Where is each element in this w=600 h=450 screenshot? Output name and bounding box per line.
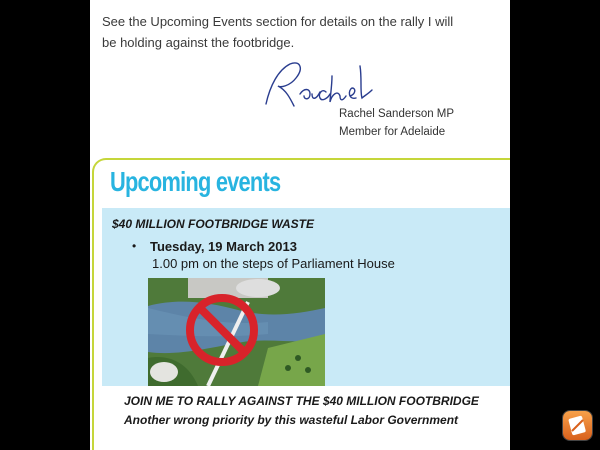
event-bullet: • (132, 239, 137, 253)
app-launcher-icon[interactable] (563, 411, 592, 440)
intro-paragraph (102, 11, 502, 53)
signatory-name: Rachel Sanderson MP (339, 108, 455, 120)
handwritten-signature (260, 56, 380, 114)
event-title: $40 MILLION FOOTBRIDGE WASTE (112, 217, 315, 231)
newsletter-page (90, 0, 510, 450)
events-heading: Upcoming events (110, 166, 281, 197)
event-location: 1.00 pm on the steps of Parliament House (152, 256, 395, 271)
call-to-action-line-1: JOIN ME TO RALLY AGAINST THE $40 MILLION FOOTBRIDGE (124, 394, 479, 408)
signatory-role: Member for Adelaide (339, 126, 446, 138)
intro-line-2: be holding against the footbridge. (102, 35, 295, 50)
intro-line-1: See the Upcoming Events section for details on the rally I will (102, 14, 454, 29)
event-date: Tuesday, 19 March 2013 (150, 239, 297, 254)
footbridge-aerial-photo (148, 278, 325, 386)
call-to-action-line-2: Another wrong priority by this wasteful Labor Government (124, 413, 459, 427)
